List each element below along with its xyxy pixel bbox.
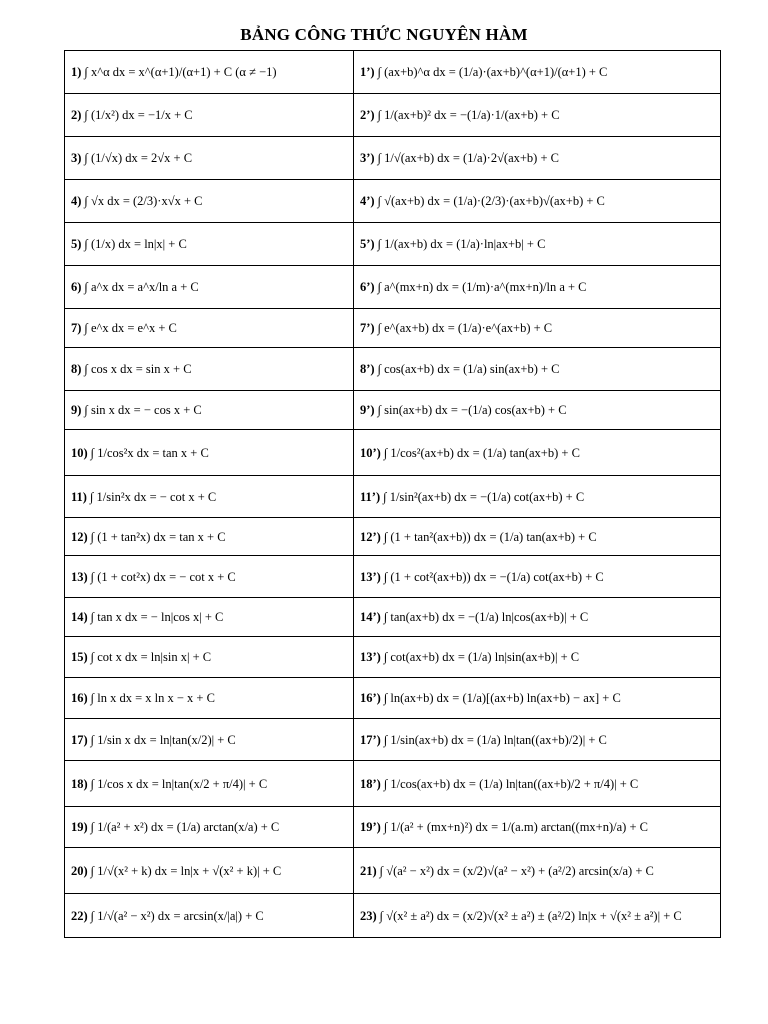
formula-expression: ∫ cot(ax+b) dx = (1/a) ln|sin(ax+b)| + C (383, 650, 580, 664)
formula-label: 17) (71, 732, 88, 747)
formula-cell-left (65, 848, 354, 894)
formula-cell-right (354, 180, 721, 223)
table-row (65, 137, 721, 180)
formula-label: 7’) (360, 321, 375, 335)
formula-label: 10) (71, 445, 88, 460)
formula-cell-right (354, 678, 721, 719)
formula-expression: ∫ 1/(a² + (mx+n)²) dx = 1/(a.m) arctan((mx+n)/a) + C (383, 820, 648, 834)
formula-expression: ∫ (1 + tan²x) dx = tan x + C (90, 529, 226, 544)
formula-expression: ∫ (1 + cot²x) dx = − cot x + C (90, 569, 236, 584)
formula-cell-left (65, 761, 354, 807)
table-row (65, 598, 721, 637)
formula-expression: ∫ 1/sin²x dx = − cot x + C (89, 489, 217, 504)
table-row (65, 894, 721, 938)
table-row (65, 430, 721, 476)
formula-label: 14) (71, 610, 88, 624)
formula-cell-left (65, 476, 354, 518)
formula-cell-right (354, 598, 721, 637)
formula-expression: ∫ √(a² − x²) dx = (x/2)√(a² − x²) + (a²/2) arcsin(x/a) + C (379, 863, 654, 878)
formula-label: 1) (71, 65, 82, 79)
formula-cell-left (65, 518, 354, 556)
table-row (65, 180, 721, 223)
formula-expression: ∫ 1/(ax+b) dx = (1/a)·ln|ax+b| + C (377, 237, 546, 251)
formula-expression: ∫ (1 + tan²(ax+b)) dx = (1/a) tan(ax+b) + C (383, 529, 597, 544)
formula-expression: ∫ 1/cos(ax+b) dx = (1/a) ln|tan((ax+b)/2 + π/4)| + C (383, 776, 639, 791)
formula-cell-right (354, 761, 721, 807)
formula-cell-right (354, 476, 721, 518)
formula-label: 16’) (360, 691, 381, 705)
table-row (65, 807, 721, 848)
formula-label: 1’) (360, 65, 375, 79)
page-title: BẢNG CÔNG THỨC NGUYÊN HÀM (240, 25, 528, 44)
table-row (65, 223, 721, 266)
formula-expression: ∫ (1/√x) dx = 2√x + C (84, 151, 193, 165)
formula-cell-left (65, 94, 354, 137)
formula-label: 3) (71, 151, 82, 165)
formula-cell-right (354, 807, 721, 848)
formula-label: 18) (71, 776, 88, 791)
formula-expression: ∫ (ax+b)^α dx = (1/a)·(ax+b)^(α+1)/(α+1) + C (377, 65, 608, 79)
formula-expression: ∫ (1/x) dx = ln|x| + C (84, 237, 187, 251)
table-row (65, 51, 721, 94)
formula-cell-left (65, 309, 354, 348)
formula-label: 17’) (360, 732, 381, 747)
formula-label: 11’) (360, 489, 381, 504)
formula-cell-right (354, 894, 721, 938)
formula-expression: ∫ e^(ax+b) dx = (1/a)·e^(ax+b) + C (377, 321, 553, 335)
formula-cell-left (65, 51, 354, 94)
table-row (65, 637, 721, 678)
formula-cell-right (354, 518, 721, 556)
formula-expression: ∫ 1/(a² + x²) dx = (1/a) arctan(x/a) + C (90, 820, 280, 834)
formula-expression: ∫ cot x dx = ln|sin x| + C (90, 650, 212, 664)
formula-expression: ∫ √(ax+b) dx = (1/a)·(2/3)·(ax+b)√(ax+b) + C (377, 194, 605, 208)
formula-label: 12’) (360, 529, 381, 544)
formula-label: 11) (71, 489, 87, 504)
formula-cell-left (65, 266, 354, 309)
formula-expression: ∫ 1/sin x dx = ln|tan(x/2)| + C (90, 732, 236, 747)
formula-table-body (65, 51, 721, 938)
formula-label: 14’) (360, 610, 381, 624)
formula-label: 22) (71, 908, 88, 923)
formula-expression: ∫ cos(ax+b) dx = (1/a) sin(ax+b) + C (377, 362, 560, 376)
formula-cell-right (354, 848, 721, 894)
formula-cell-right (354, 137, 721, 180)
formula-label: 16) (71, 691, 88, 705)
formula-table (64, 50, 721, 938)
formula-expression: ∫ √(x² ± a²) dx = (x/2)√(x² ± a²) ± (a²/2) ln|x + √(x² ± a²)| + C (379, 908, 682, 923)
formula-cell-left (65, 678, 354, 719)
formula-label: 4’) (360, 194, 375, 208)
formula-cell-left (65, 637, 354, 678)
formula-cell-right (354, 391, 721, 430)
formula-expression: ∫ x^α dx = x^(α+1)/(α+1) + C (α ≠ −1) (84, 65, 277, 79)
formula-expression: ∫ (1/x²) dx = −1/x + C (84, 108, 193, 122)
table-row (65, 476, 721, 518)
table-row (65, 719, 721, 761)
formula-label: 19) (71, 820, 88, 834)
table-row (65, 761, 721, 807)
formula-cell-left (65, 719, 354, 761)
formula-expression: ∫ 1/cos²(ax+b) dx = (1/a) tan(ax+b) + C (383, 445, 580, 460)
formula-label: 8) (71, 362, 82, 376)
formula-label: 19’) (360, 820, 381, 834)
formula-cell-right (354, 309, 721, 348)
formula-label: 18’) (360, 776, 381, 791)
formula-label: 8’) (360, 362, 375, 376)
formula-expression: ∫ 1/√(ax+b) dx = (1/a)·2√(ax+b) + C (377, 151, 559, 165)
formula-expression: ∫ 1/(ax+b)² dx = −(1/a)·1/(ax+b) + C (377, 108, 560, 122)
table-row (65, 848, 721, 894)
formula-cell-left (65, 556, 354, 598)
formula-expression: ∫ 1/sin²(ax+b) dx = −(1/a) cot(ax+b) + C (383, 489, 585, 504)
formula-expression: ∫ cos x dx = sin x + C (84, 362, 192, 376)
table-row (65, 556, 721, 598)
formula-label: 2’) (360, 108, 375, 122)
formula-expression: ∫ tan x dx = − ln|cos x| + C (90, 610, 224, 624)
table-row (65, 94, 721, 137)
formula-label: 12) (71, 529, 88, 544)
formula-label: 15) (71, 650, 88, 664)
formula-expression: ∫ sin(ax+b) dx = −(1/a) cos(ax+b) + C (377, 403, 567, 417)
table-row (65, 266, 721, 309)
formula-label: 6’) (360, 280, 375, 294)
formula-expression: ∫ sin x dx = − cos x + C (84, 403, 202, 417)
formula-cell-right (354, 430, 721, 476)
table-row (65, 348, 721, 391)
formula-label: 23) (360, 908, 377, 923)
table-row (65, 391, 721, 430)
formula-cell-right (354, 266, 721, 309)
formula-label: 13’) (360, 650, 381, 664)
formula-expression: ∫ 1/√(a² − x²) dx = arcsin(x/|a|) + C (90, 908, 264, 923)
formula-cell-right (354, 348, 721, 391)
formula-expression: ∫ a^x dx = a^x/ln a + C (84, 280, 199, 294)
formula-cell-right (354, 556, 721, 598)
formula-cell-left (65, 430, 354, 476)
table-row (65, 309, 721, 348)
formula-expression: ∫ 1/cos²x dx = tan x + C (90, 445, 209, 460)
formula-label: 13) (71, 569, 88, 584)
formula-label: 9’) (360, 403, 375, 417)
formula-label: 10’) (360, 445, 381, 460)
formula-cell-right (354, 51, 721, 94)
formula-cell-right (354, 637, 721, 678)
formula-cell-right (354, 94, 721, 137)
formula-label: 6) (71, 280, 82, 294)
formula-label: 2) (71, 108, 82, 122)
table-row (65, 678, 721, 719)
formula-label: 21) (360, 863, 377, 878)
formula-expression: ∫ ln x dx = x ln x − x + C (90, 691, 215, 705)
formula-cell-right (354, 719, 721, 761)
formula-label: 4) (71, 194, 82, 208)
formula-expression: ∫ e^x dx = e^x + C (84, 321, 177, 335)
formula-cell-left (65, 180, 354, 223)
formula-expression: ∫ tan(ax+b) dx = −(1/a) ln|cos(ax+b)| + C (383, 610, 589, 624)
formula-expression: ∫ 1/cos x dx = ln|tan(x/2 + π/4)| + C (90, 776, 268, 791)
formula-expression: ∫ ln(ax+b) dx = (1/a)[(ax+b) ln(ax+b) − ax] + C (383, 691, 621, 705)
formula-label: 20) (71, 863, 88, 878)
formula-cell-left (65, 894, 354, 938)
formula-label: 3’) (360, 151, 375, 165)
formula-expression: ∫ 1/sin(ax+b) dx = (1/a) ln|tan((ax+b)/2)| + C (383, 732, 607, 747)
formula-cell-left (65, 348, 354, 391)
formula-label: 5’) (360, 237, 375, 251)
formula-cell-left (65, 807, 354, 848)
table-row (65, 518, 721, 556)
formula-cell-left (65, 391, 354, 430)
formula-cell-left (65, 598, 354, 637)
formula-expression: ∫ a^(mx+n) dx = (1/m)·a^(mx+n)/ln a + C (377, 280, 587, 294)
formula-cell-right (354, 223, 721, 266)
formula-label: 5) (71, 237, 82, 251)
formula-label: 9) (71, 403, 82, 417)
formula-expression: ∫ √x dx = (2/3)·x√x + C (84, 194, 203, 208)
formula-expression: ∫ 1/√(x² + k) dx = ln|x + √(x² + k)| + C (90, 863, 282, 878)
formula-cell-left (65, 223, 354, 266)
formula-cell-left (65, 137, 354, 180)
formula-expression: ∫ (1 + cot²(ax+b)) dx = −(1/a) cot(ax+b) + C (383, 569, 604, 584)
formula-label: 7) (71, 321, 82, 335)
formula-label: 13’) (360, 569, 381, 584)
